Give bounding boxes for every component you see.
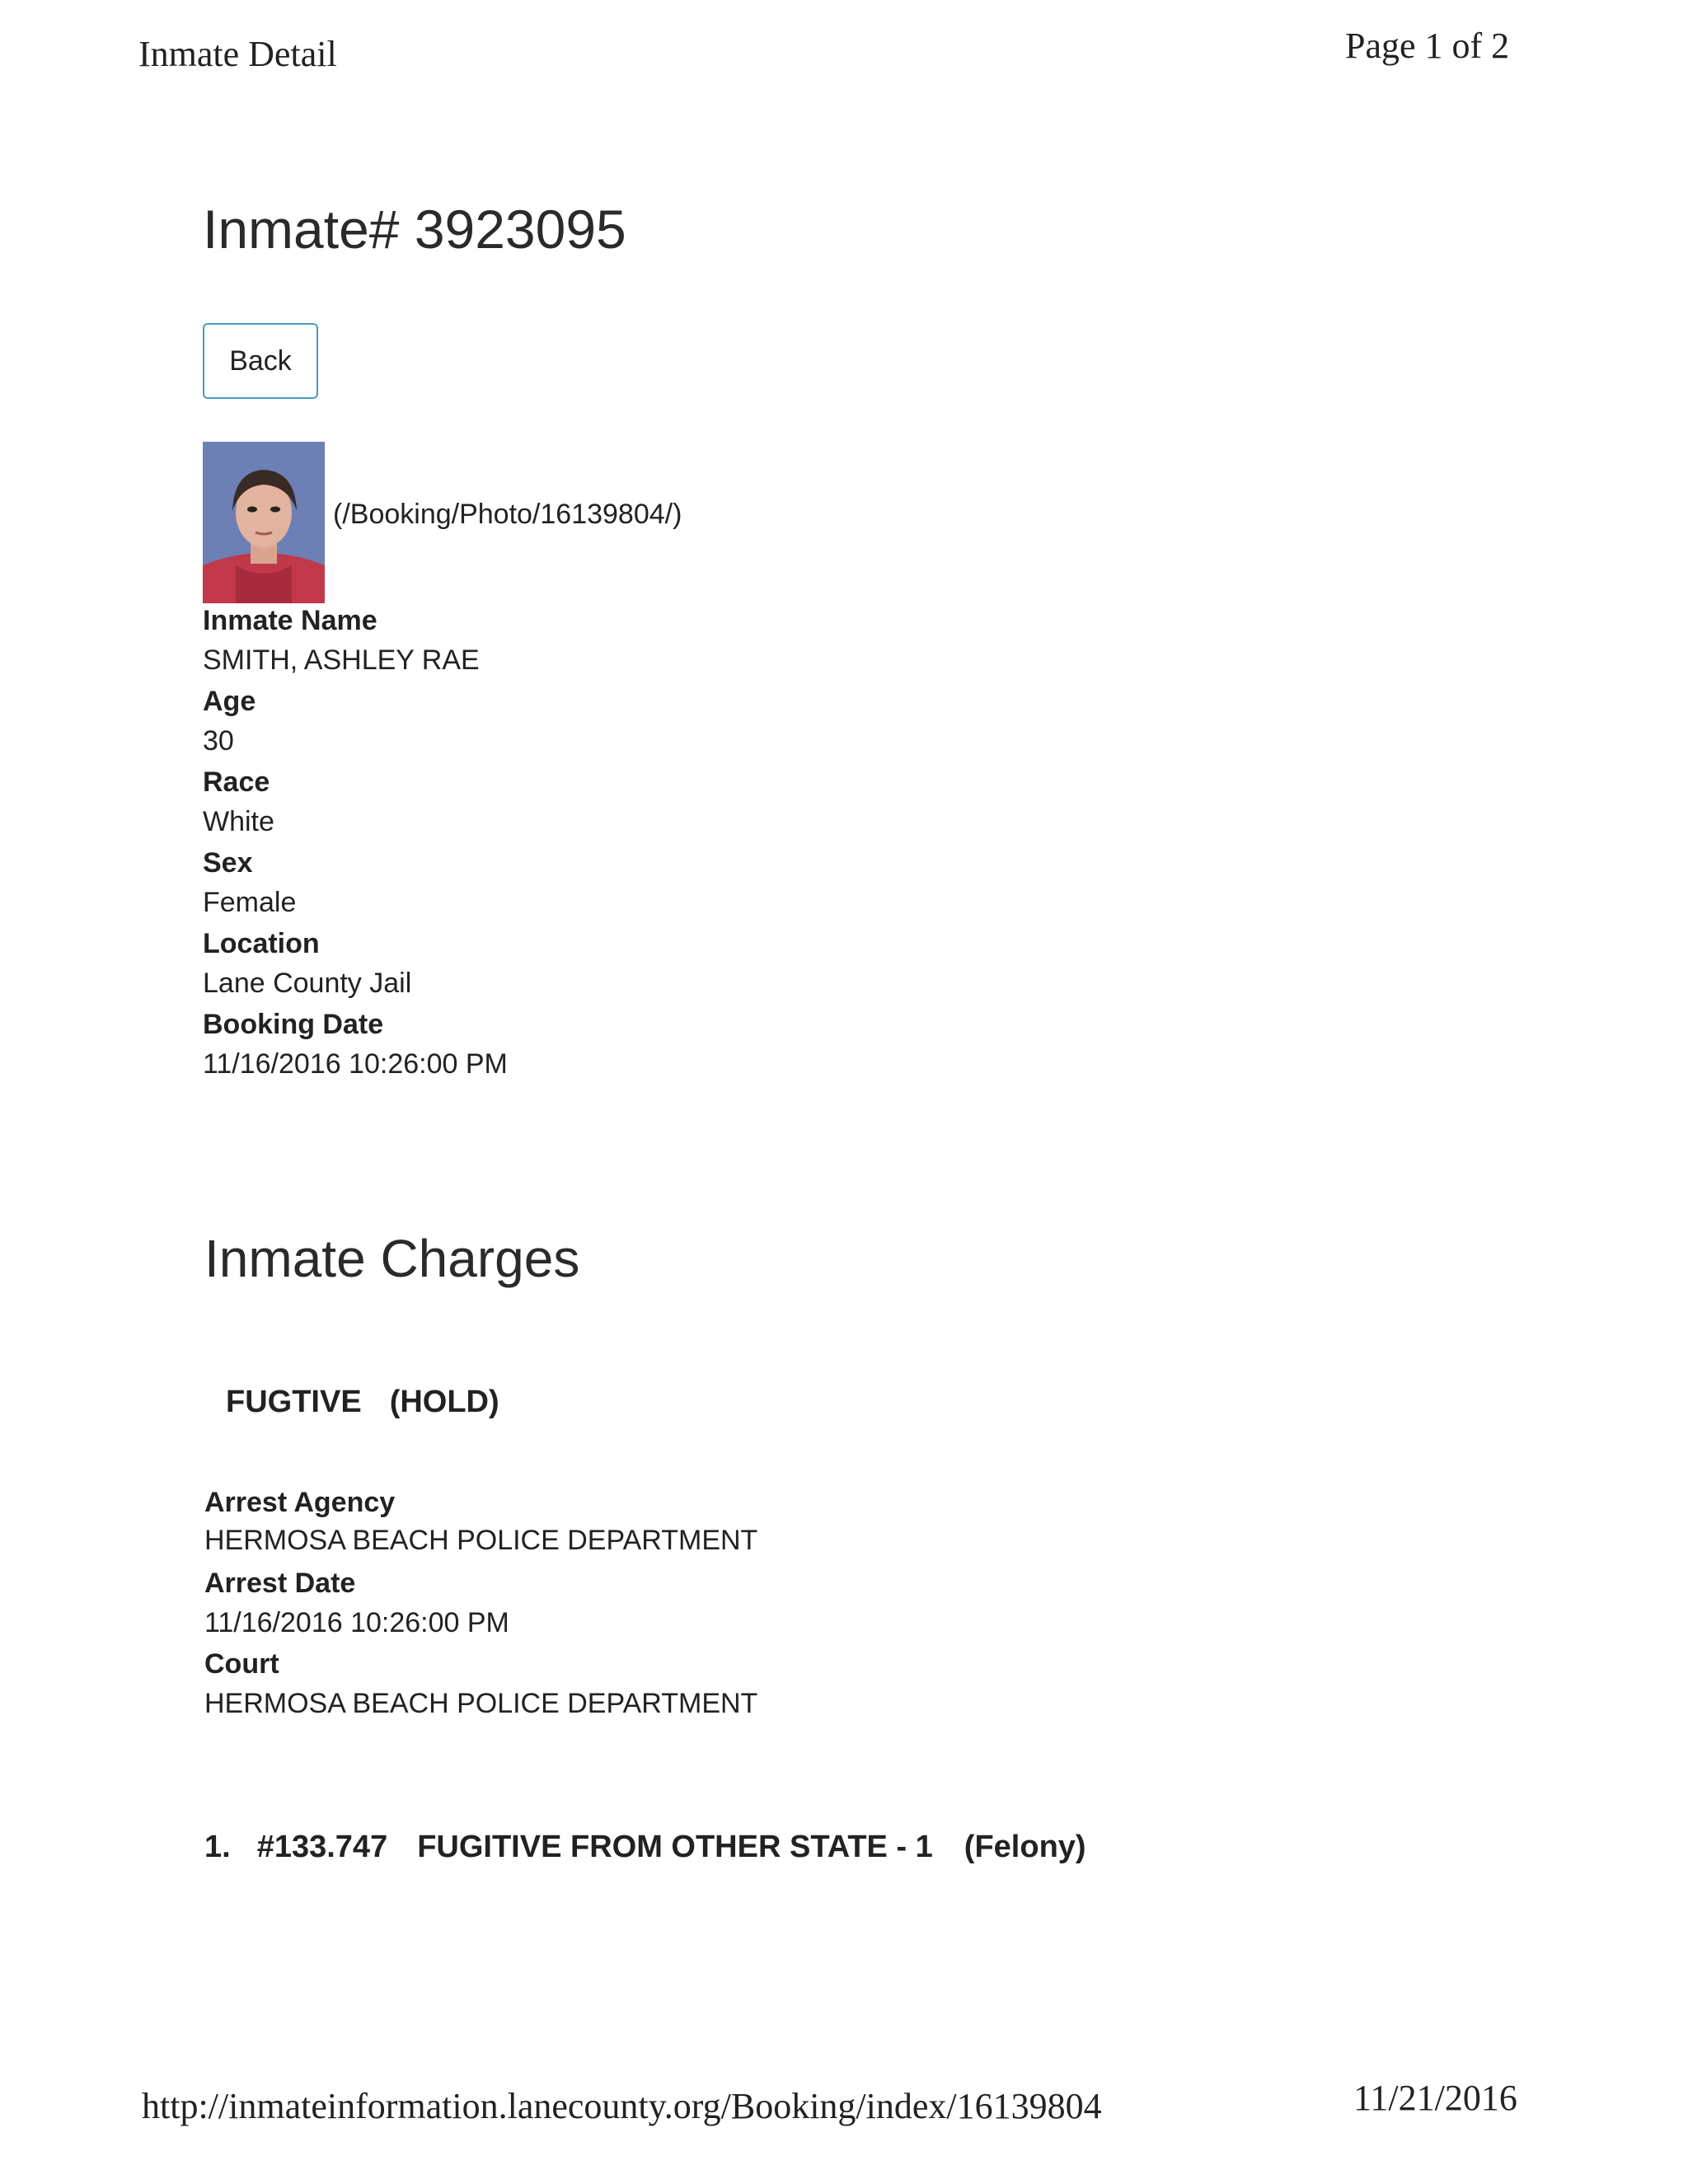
sex-label: Sex [203, 847, 253, 879]
race-value: White [203, 806, 274, 837]
charge-description: FUGITIVE FROM OTHER STATE - 1 [417, 1830, 933, 1864]
location-value: Lane County Jail [203, 968, 412, 999]
arrest-agency-value: HERMOSA BEACH POLICE DEPARTMENT [204, 1525, 758, 1556]
race-label: Race [203, 766, 270, 798]
inmate-name-value: SMITH, ASHLEY RAE [203, 644, 480, 676]
charge-statute-code: #133.747 [256, 1830, 388, 1864]
age-label: Age [203, 686, 256, 717]
charge-number: 1. [204, 1830, 231, 1864]
charge-severity: (Felony) [964, 1830, 1086, 1864]
booking-date-label: Booking Date [203, 1009, 384, 1040]
charge-heading [226, 1385, 499, 1420]
booking-date-value: 11/16/2016 10:26:00 PM [203, 1048, 508, 1080]
booking-photo-link[interactable]: (/Booking/Photo/16139804/) [333, 498, 682, 530]
charge-status: (HOLD) [389, 1385, 499, 1419]
print-footer-url: http://inmateinformation.lanecounty.org/Booking/index/16139804 [142, 2086, 1102, 2126]
print-footer-date: 11/21/2016 [1353, 2078, 1517, 2118]
charge-type: FUGTIVE [226, 1385, 362, 1419]
booking-photo-row [203, 442, 682, 603]
court-value: HERMOSA BEACH POLICE DEPARTMENT [204, 1688, 758, 1719]
age-value: 30 [203, 725, 234, 757]
court-label: Court [204, 1648, 279, 1680]
page-title: Inmate# 3923095 [203, 199, 626, 260]
booking-photo[interactable] [203, 442, 325, 603]
inmate-name-label: Inmate Name [203, 605, 377, 636]
inmate-charges-title: Inmate Charges [204, 1229, 580, 1288]
back-button[interactable]: Back [203, 323, 318, 399]
print-header-title: Inmate Detail [138, 34, 337, 74]
sex-value: Female [203, 887, 297, 918]
location-label: Location [203, 928, 320, 959]
arrest-date-value: 11/16/2016 10:26:00 PM [204, 1607, 509, 1638]
print-header-page-number: Page 1 of 2 [1345, 26, 1510, 66]
charge-list-item [204, 1830, 1086, 1865]
arrest-date-label: Arrest Date [204, 1568, 356, 1599]
arrest-agency-label: Arrest Agency [204, 1487, 396, 1518]
